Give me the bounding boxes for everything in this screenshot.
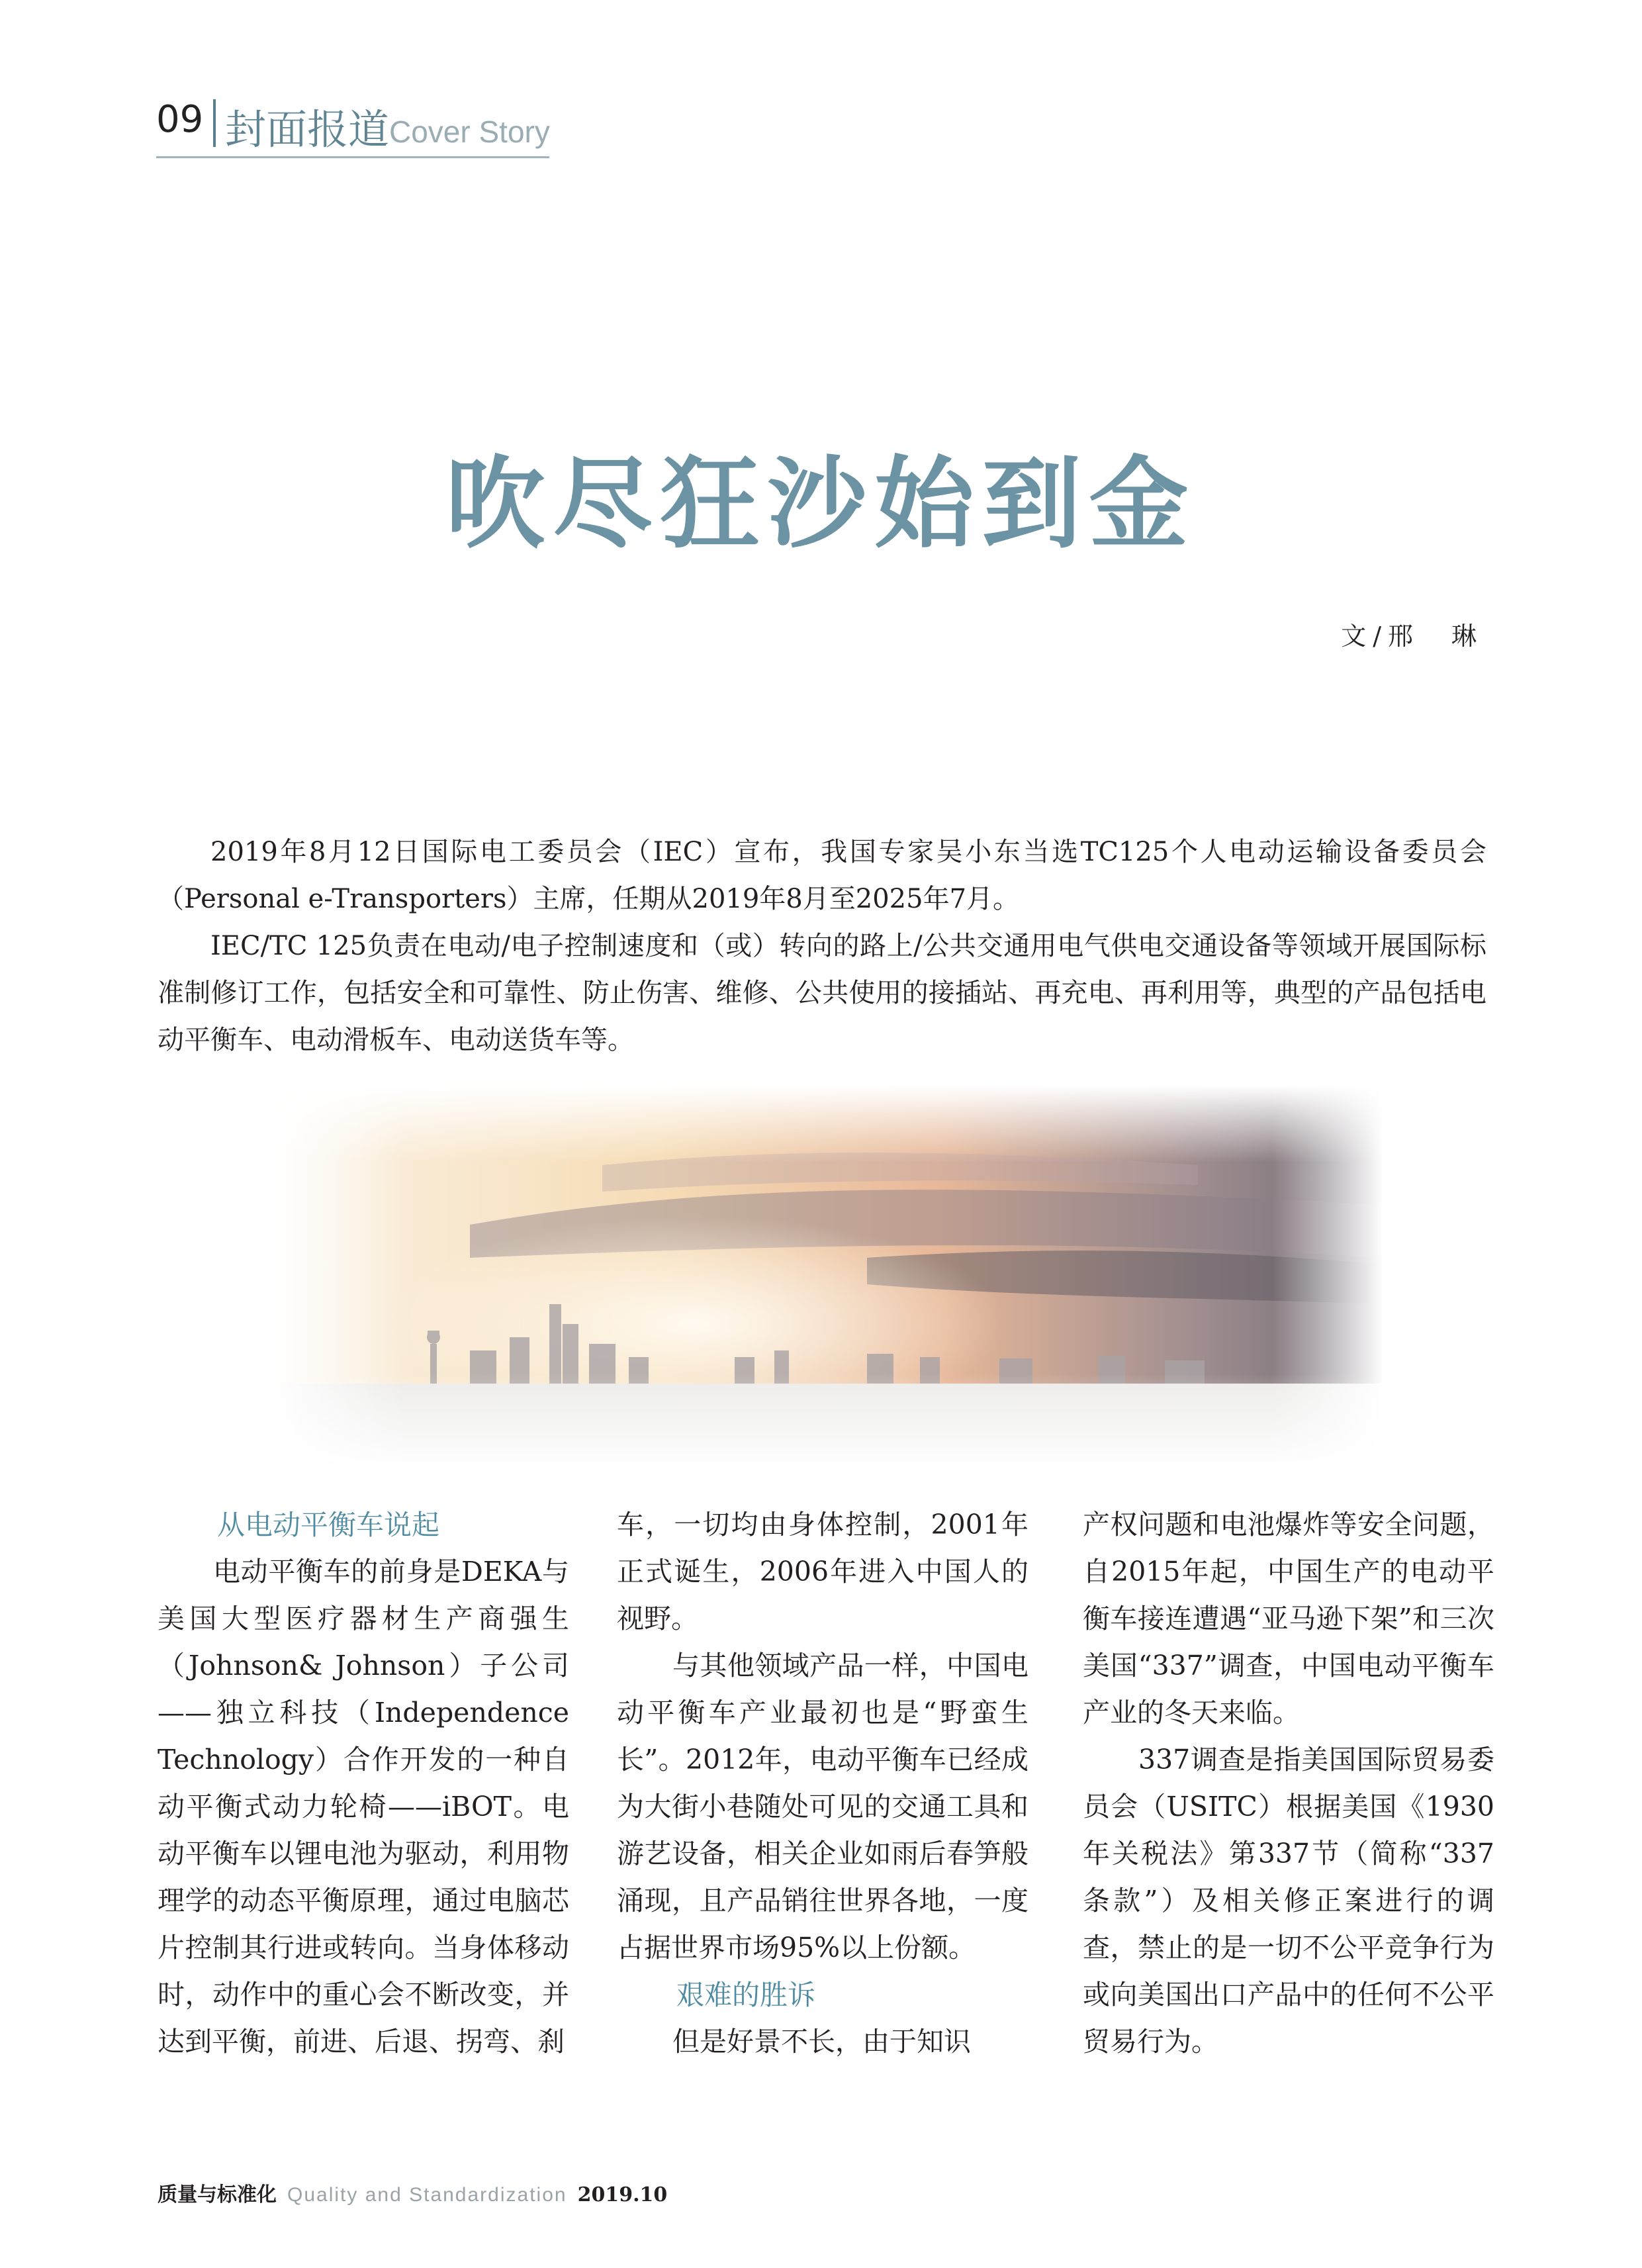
- body-paragraph: 337调查是指美国国际贸易委员会（USITC）根据美国《1930年关税法》第337节（简称“337条款”）及相关修正案进行的调查，禁止的是一切不公平竞争行为或向美国出口产品中的任何不公平贸易行为。: [1083, 1744, 1494, 2057]
- body-paragraph: 车，一切均由身体控制，2001年正式诞生，2006年进入中国人的视野。: [617, 1509, 1028, 1634]
- magazine-name-en: Quality and Standardization: [287, 2184, 567, 2206]
- header-divider: [213, 99, 216, 147]
- article-title: 吹尽狂沙始到金: [445, 447, 1197, 562]
- section-title: 封面报道: [225, 105, 390, 154]
- byline: 文/邢 琳: [1341, 622, 1483, 651]
- section-heading: 从电动平衡车说起: [217, 1509, 440, 1541]
- article-column-2: [617, 1501, 1028, 2065]
- section-title-en: Cover Story: [389, 115, 550, 149]
- body-paragraph: 产权问题和电池爆炸等安全问题，自2015年起，中国生产的电动平衡车接连遭遇“亚马逊下架”和三次美国“337”调查，中国电动平衡车产业的冬天来临。: [1083, 1509, 1494, 1728]
- intro-paragraph: 2019年8月12日国际电工委员会（IEC）宣布，我国专家吴小东当选TC125个人电动运输设备委员会（Personal e-Transporters）主席，任期从2019年8月至2025年7月。: [158, 837, 1486, 914]
- magazine-name: 质量与标准化: [158, 2183, 277, 2206]
- page-number: 09: [156, 98, 204, 141]
- header-underline: [156, 156, 549, 158]
- body-paragraph: 但是好景不长，由于知识: [672, 2026, 971, 2057]
- article-column-1: [158, 1501, 569, 2065]
- article-intro: [158, 829, 1486, 1064]
- city-skyline-image: [271, 1086, 1383, 1470]
- body-paragraph: 与其他领域产品一样，中国电动平衡车产业最初也是“野蛮生长”。2012年，电动平衡车已经成为大街小巷随处可见的交通工具和游艺设备，相关企业如雨后春笋般涌现，且产品销往世界各地，一度占据世界市场95%以上份额。: [617, 1650, 1028, 1963]
- body-paragraph: 电动平衡车的前身是DEKA与美国大型医疗器材生产商强生（Johnson& Johnson）子公司——独立科技（Independence Technology）合作开发的一种自动平衡式动力轮椅——iBOT。电动平衡车以锂电池为驱动，利用物理学的动态平衡原理，通过电脑芯片控制其行进或转向。当身体移动时，动作中的重心会不断改变，并达到平衡，前进、后退、拐弯、刹: [158, 1556, 569, 2057]
- page-footer: [158, 2178, 667, 2207]
- section-heading: 艰难的胜诉: [676, 1979, 816, 2011]
- article-column-3: [1083, 1501, 1494, 2065]
- intro-paragraph: IEC/TC 125负责在电动/电子控制速度和（或）转向的路上/公共交通用电气供电交通设备等领域开展国际标准制修订工作，包括安全和可靠性、防止伤害、维修、公共使用的接插站、再充电、再利用等，典型的产品包括电动平衡车、电动滑板车、电动送货车等。: [158, 931, 1486, 1055]
- issue-number: 2019.10: [577, 2183, 668, 2206]
